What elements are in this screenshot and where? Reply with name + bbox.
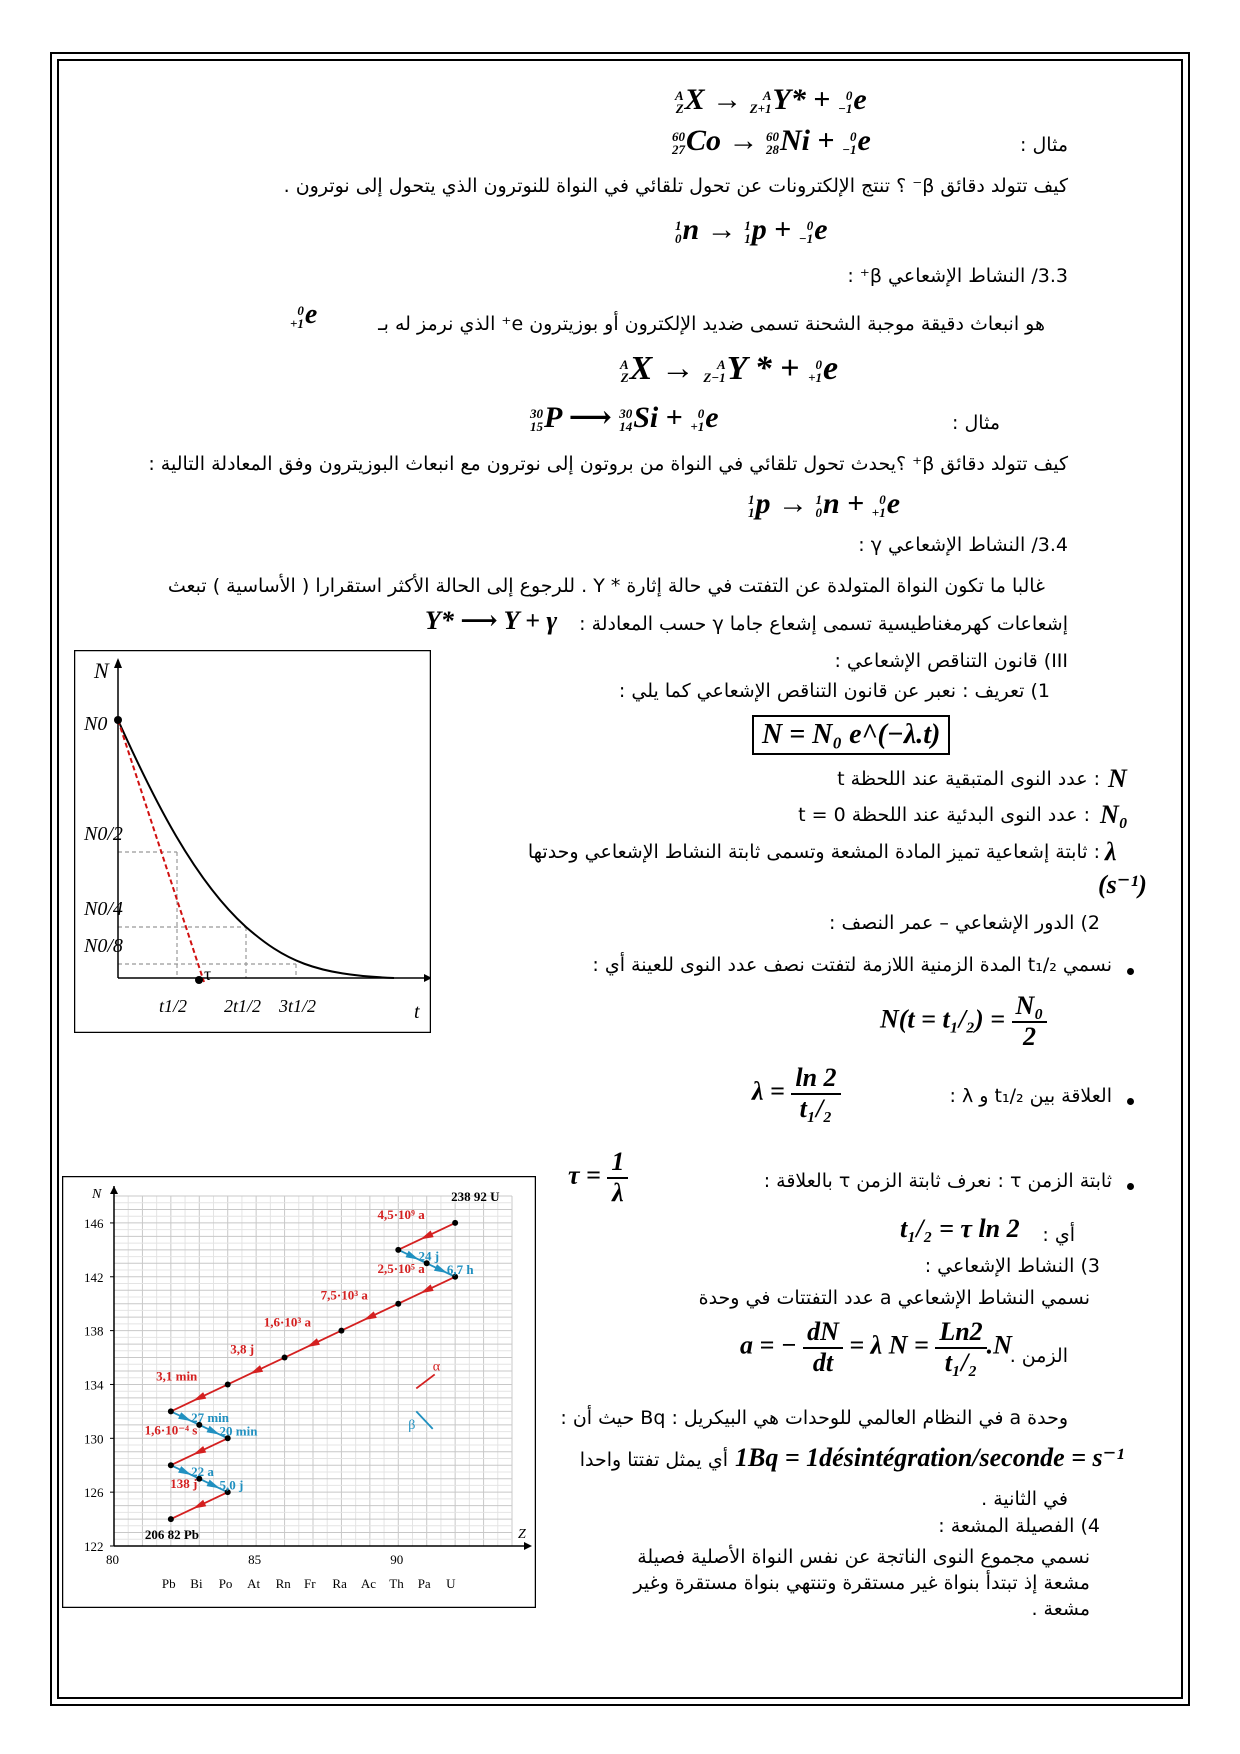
element-label: At: [247, 1576, 261, 1591]
def-N-symbol: N: [1108, 764, 1127, 793]
x-tick-label: 85: [248, 1552, 262, 1567]
label-N0: N0: [84, 713, 108, 735]
becquerel-text-3: في الثانية .: [981, 1488, 1068, 1510]
y-tick-label: 138: [84, 1323, 104, 1339]
def-N-text: : عدد النوى المتبقية عند اللحظة t: [837, 768, 1100, 790]
bullet: [1127, 1098, 1134, 1105]
transition-label: 138 j: [170, 1476, 198, 1492]
tau-point: [195, 976, 203, 984]
item-4-heading: 4) الفصيلة المشعة :: [938, 1515, 1100, 1537]
nuclide-point: [338, 1328, 344, 1334]
activity-text-line-2: الزمن .: [1009, 1345, 1068, 1367]
becquerel-text-2: أي يمثل تفتتا واحدا: [579, 1449, 728, 1471]
positron-definition: هو انبعاث دقيقة موجبة الشحنة تسمى ضديد الإلكترون أو بوزيترون e⁺ الذي نرمز له بـ: [378, 313, 1045, 335]
nuclide-point: [282, 1355, 288, 1361]
x-tick-label: 90: [390, 1552, 404, 1567]
element-label: Po: [218, 1576, 233, 1591]
x-axis-label: t: [414, 1001, 420, 1023]
becquerel-text: وحدة a في النظام العالمي للوحدات هي البيكريل : Bq حيث أن :: [560, 1407, 1068, 1429]
equation-proton: 1 1 p → 1 0 n + 0 +1 e: [748, 487, 901, 521]
radioactive-family-chart: [62, 1176, 536, 1608]
def-N0-symbol: N₀: [1100, 800, 1128, 829]
nuclide-point: [395, 1301, 401, 1307]
beta-plus-question: كيف تتولد دقائق β⁺ ؟يحدث تحول تلقائي في النواة من بروتون إلى نوترون مع انبعاث البوزيترون وفق المعادلة التالية :: [148, 453, 1068, 475]
nuclide-point: [452, 1220, 458, 1226]
transition-label: 3,8 j: [230, 1341, 255, 1357]
item-2-heading: 2) الدور الإشعاعي – عمر النصف :: [829, 912, 1100, 934]
becquerel-equation: 1Bq = 1désintégration/seconde = s⁻¹: [735, 1443, 1125, 1472]
def-N0-text: : عدد النوى البدئية عند اللحظة t = 0: [798, 804, 1090, 826]
family-text-line-1: نسمي مجموع النوى الناتجة عن نفس النواة الأصلية فصيلة: [637, 1546, 1090, 1568]
half-life-equation: N(t = t₁/₂) = $\frac{\text{N₀}}{2}$: [880, 992, 1047, 1051]
decay-law-equation: N = N₀ e^(−λ.t): [752, 715, 950, 755]
label-3t-half: 3t1/2: [279, 996, 317, 1016]
transition-label: 3,1 min: [156, 1368, 198, 1384]
nuclide-point: [168, 1462, 174, 1468]
y-tick-label: 130: [84, 1431, 104, 1447]
y-axis-label: N: [92, 1187, 102, 1202]
y-axis-label: N: [94, 658, 109, 683]
label-N0-4: N0/4: [84, 898, 123, 920]
element-label: Fr: [304, 1576, 316, 1591]
element-label: Pa: [417, 1576, 431, 1591]
tau-equation-2: t₁/₂ = τ ln 2: [900, 1214, 1020, 1243]
equation-phosphorus: 30 15 P ⟶ 30 14 Si + 0 +1 e: [530, 401, 719, 435]
label-tau: τ: [204, 964, 212, 984]
end-nuclide-label: 206 82 Pb: [144, 1527, 200, 1543]
transition-label: 24 j: [418, 1248, 440, 1264]
x-axis-label: Z: [518, 1527, 526, 1542]
beta-minus-question: كيف تتولد دقائق β⁻ ؟ تنتج الإلكترونات عن تحول تلقائي في النواة للنوترون الذي يتحول إلى نوترون .: [283, 175, 1068, 197]
y-tick-label: 126: [84, 1485, 104, 1501]
section-3-4-heading: 3.4/ النشاط الإشعاعي γ :: [858, 534, 1068, 556]
item-1-definition: 1) تعريف : نعبر عن قانون التناقص الإشعاعي كما يلي :: [618, 680, 1050, 702]
relation-text: العلاقة بين t₁/₂ و λ :: [949, 1085, 1112, 1107]
element-label: U: [446, 1576, 456, 1591]
element-label: Rn: [275, 1576, 291, 1591]
label-2t-half: 2t1/2: [224, 996, 262, 1016]
gamma-text-line-2: إشعاعات كهرمغناطيسية تسمى إشعاع جاما γ حسب المعادلة :: [579, 613, 1068, 635]
element-label: Bi: [190, 1576, 203, 1591]
transition-label: 7,5·10³ a: [320, 1287, 368, 1303]
gamma-text-line-1: غالبا ما تكون النواة المتولدة عن التفتت في حالة إثارة * Y . للرجوع إلى الحالة الأكثر استقرارا ( الأساسية ) تبعث: [167, 575, 1045, 597]
start-nuclide-label: 238 92 U: [451, 1188, 500, 1204]
transition-label: 22 a: [191, 1463, 214, 1479]
transition-label: 1,6·10⁻⁴ s: [144, 1422, 198, 1438]
decay-curve-figure: [74, 650, 431, 1033]
tau-text: ثابتة الزمن τ : نعرف ثابتة الزمن τ بالعلاقة :: [763, 1170, 1112, 1192]
family-text-line-3: مشعة .: [1031, 1598, 1090, 1620]
equation-beta-plus-general: A Z X → A Z−1 Y * + 0 +1 e: [620, 350, 839, 387]
tau-equation: τ = $\frac{1}{\lambda}$: [568, 1148, 628, 1207]
transition-label: 5,0 j: [219, 1477, 244, 1493]
transition-label: 2,5·10⁵ a: [377, 1260, 425, 1276]
bullet: [1127, 1183, 1134, 1190]
transition-label: 20 min: [219, 1423, 258, 1439]
tau-ie-label: أي :: [1042, 1224, 1075, 1246]
y-tick-label: 146: [84, 1215, 104, 1231]
nuclide-point: [395, 1247, 401, 1253]
activity-equation: a = − $\frac{dN}{dt}$ = λ N = $\frac{Ln2}{\text{t₁/₂}}$ .N: [740, 1317, 1012, 1377]
equation-cobalt: 60 27 Co → 60 28 Ni + 0 −1 e: [672, 124, 871, 158]
half-life-definition: نسمي t₁/₂ المدة الزمنية اللازمة لتفتت نصف عدد النوى للعينة أي :: [592, 954, 1112, 976]
equation-beta-minus-general: A Z X → A Z+1 Y* + 0 −1 e: [675, 83, 867, 117]
family-text-line-2: مشعة إذ تبتدأ بنواة غير مستقرة وتنتهي بنواة مستقرة وغير: [633, 1572, 1090, 1594]
legend-alpha-label: α: [432, 1359, 441, 1375]
def-lambda-symbol: λ: [1105, 837, 1117, 866]
transition-label: 4,5·10⁹ a: [377, 1206, 425, 1222]
nuclide-point: [168, 1516, 174, 1522]
gamma-equation: Y* ⟶ Y + γ: [425, 606, 558, 635]
transition-label: 27 min: [191, 1410, 229, 1426]
section-III-heading: III) قانون التناقص الإشعاعي :: [834, 650, 1068, 672]
nuclide-point: [225, 1381, 231, 1387]
transition-label: 6,7 h: [446, 1262, 474, 1278]
figure-border: [75, 651, 431, 1033]
bullet: [1127, 968, 1134, 975]
legend-beta-label: β: [408, 1417, 416, 1433]
element-label: Ac: [360, 1576, 377, 1591]
y-tick-label: 122: [84, 1539, 104, 1554]
equation-neutron: 1 0 n → 1 1 p + 0 −1 e: [675, 213, 828, 247]
positron-symbol: 0 +1 e: [290, 299, 318, 331]
start-point: [114, 716, 122, 724]
transition-label: 1,6·10³ a: [263, 1314, 311, 1330]
item-3-heading: 3) النشاط الإشعاعي :: [924, 1255, 1100, 1277]
relation-equation: λ = $\frac{\ln 2}{\text{t₁/₂}}$: [752, 1064, 841, 1123]
section-3-3-heading: 3.3/ النشاط الإشعاعي β⁺ :: [847, 265, 1068, 287]
lambda-unit: (s⁻¹): [1098, 870, 1147, 899]
nuclide-point: [168, 1408, 174, 1414]
label-t-half: t1/2: [159, 996, 188, 1016]
example-label-1: مثال :: [1020, 134, 1068, 156]
example-label-2: مثال :: [952, 412, 1000, 434]
y-tick-label: 134: [84, 1377, 104, 1393]
element-label: Th: [389, 1576, 404, 1591]
label-N0-2: N0/2: [84, 823, 123, 845]
label-N0-8: N0/8: [84, 935, 123, 957]
activity-text-line-1: نسمي النشاط الإشعاعي a عدد التفتتات في وحدة: [698, 1287, 1090, 1309]
y-tick-label: 142: [84, 1269, 104, 1285]
element-label: Pb: [161, 1576, 176, 1591]
x-tick-label: 80: [106, 1552, 119, 1567]
def-lambda-text: : ثابتة إشعاعية تميز المادة المشعة وتسمى ثابتة النشاط الإشعاعي وحدتها: [527, 841, 1100, 863]
element-label: Ra: [332, 1576, 347, 1591]
